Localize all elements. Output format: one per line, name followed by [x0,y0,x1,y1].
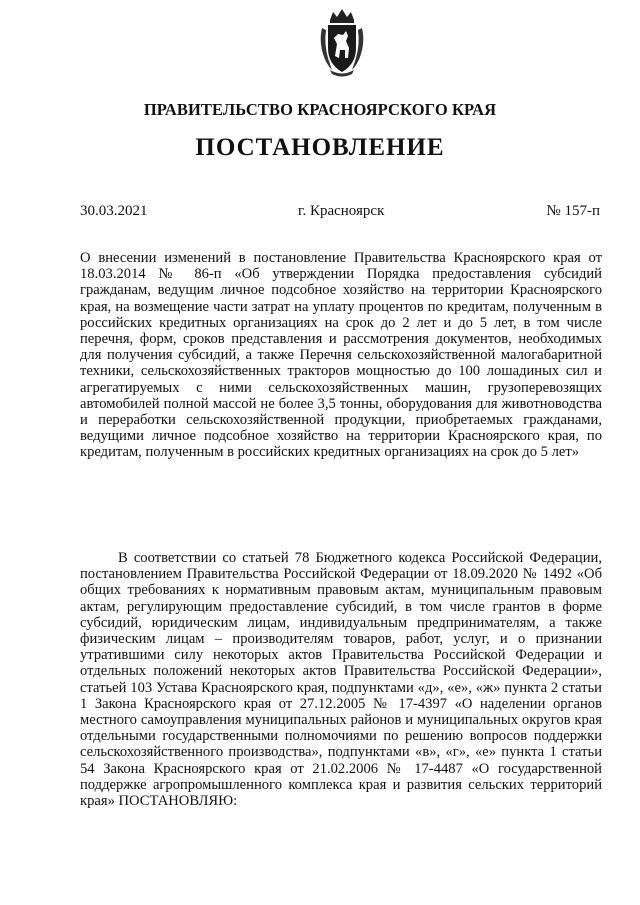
document-type: ПОСТАНОВЛЕНИЕ [195,134,445,161]
document-meta [80,203,600,223]
document-title: О внесении изменений в постановление Правительства Красноярского края от 18.03.2014 № 86-п «Об утверждении Порядка предоставления субсидий гражданам, ведущим личное подсобное хозяйство на территории Красноярского края, на возмещение части затрат на уплату процентов по кредитам, полученным в российских кредитных организациях на срок до 2 лет и до 5 лет, в том числе перечня, форм, сроков представления и рассмотрения документов, необходимых для получения субсидий, а также Перечня сельскохозяйственной малогабаритной техники, сельскохозяйственных тракторов мощностью до 100 лошадиных сил и агрегатируемых с ними сельскохозяйственных машин, грузоперевозящих автомобилей полной массой не более 3,5 тонны, оборудования для животноводства и переработки сельскохозяйственной продукции, приобретаемых гражданами, ведущими личное подсобное хозяйство на территории Красноярского края, по кредитам, полученным в российских кредитных организациях на срок до 5 лет» [80,250,602,461]
krasnoyarsk-coat-of-arms-icon [318,6,366,78]
government-name: ПРАВИТЕЛЬСТВО КРАСНОЯРСКОГО КРАЯ [143,100,497,119]
document-date: 30.03.2021 [80,203,148,219]
document-body: В соответствии со статьей 78 Бюджетного кодекса Российской Федерации, постановлением Правительства Российской Федерации от 18.09.2020 № 1492 «Об общих требованиях к нормативным правовым актам, муниципальным правовым актам, регулирующим предоставление субсидий, в том числе грантов в форме субсидий, юридическим лицам, индивидуальным предпринимателям, а также физическим лицам – производителям товаров, работ, услуг, и о признании утратившими силу некоторых актов Правительства Российской Федерации и отдельных положений некоторых актов Правительства Российской Федерации», статьей 103 Устава Красноярского края, подпунктами «д», «е», «ж» пункта 2 статьи 1 Закона Красноярского края от 27.12.2005 № 17-4397 «О наделении органов местного самоуправления муниципальных районов и муниципальных округов края отдельными государственными полномочиями по решению вопросов поддержки сельскохозяйственного производства», подпунктами «в», «г», «е» пункта 1 статьи 54 Закона Красноярского края от 21.02.2006 № 17-4487 «О государственной поддержке агропромышленного комплекса края и развития сельских территорий края» ПОСТАНОВЛЯЮ: [80,550,602,810]
document-number: № 157-п [546,203,600,219]
document-city: г. Красноярск [298,203,385,219]
